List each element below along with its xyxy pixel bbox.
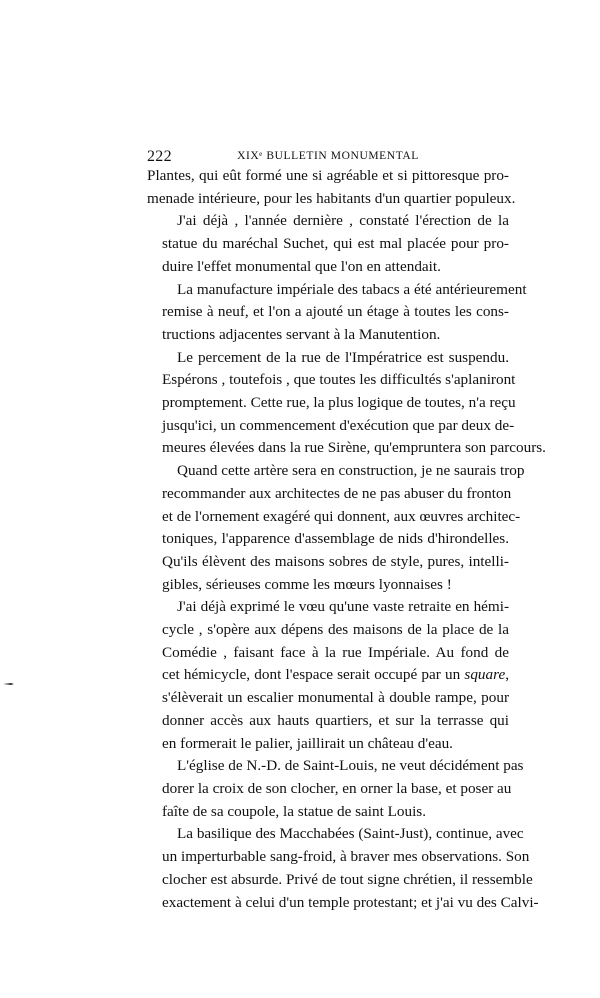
text-line: jusqu'ici, un commencement d'exécution que par deux de- [162,416,515,434]
running-title: XIXᵉ BULLETIN MONUMENTAL [237,150,419,162]
text-line: clocher est absurde. Privé de tout signe chrétien, il ressemble [162,870,533,888]
paragraph [147,347,546,461]
paragraph [147,279,527,347]
text-line: dorer la croix de son clocher, en orner la base, et poser au [162,779,512,797]
text-line: en formerait le palier, jaillirait un château d'eau. [162,734,453,752]
text-line: Plantes, qui eût formé une si agréable et si pittoresque pro- [147,167,509,184]
text-line: Le percement de la rue de l'Impératrice est suspendu. [177,348,509,366]
text-line: faîte de sa coupole, la statue de saint Louis. [162,802,427,820]
text-line: tructions adjacentes servant à la Manutention. [162,325,441,343]
text-line: un imperturbable sang-froid, à braver mes observations. Son [162,848,530,866]
text-line: Comédie , faisant face à la rue Impériale. Au fond de [162,643,509,661]
text-line: exactement à celui d'un temple protestant; et j'ai vu des Calvi- [162,893,539,911]
paragraph [147,596,509,755]
text-line: recommander aux architectes de ne pas abuser du fronton [162,484,512,502]
paragraph [147,755,524,823]
text-line: J'ai déjà , l'année dernière , constaté l'érection de la [177,212,509,230]
text-line: cet hémicycle, dont l'espace serait occupé par un square, [162,666,509,684]
margin-mark-icon [3,682,14,686]
text-line: meures élevées dans la rue Sirène, qu'empruntera son parcours. [162,439,546,457]
text-line: L'église de N.-D. de Saint-Louis, ne veut décidément pas [177,757,524,775]
text-line: statue du maréchal Suchet, qui est mal placée pour pro- [162,235,509,253]
paragraph [147,210,509,278]
page-number: 222 [147,148,172,165]
text-line: cycle , s'opère aux dépens des maisons de la place de la [162,621,509,639]
text-line: promptement. Cette rue, la plus logique de toutes, n'a reçu [162,394,516,412]
text-line: Quand cette artère sera en construction, je ne saurais trop [177,462,525,480]
text-line: Qu'ils élèvent des maisons sobres de style, pures, intelli- [162,552,509,570]
text-line: Espérons , toutefois , que toutes les difficultés s'aplaniront [162,371,516,389]
text-line: menade intérieure, pour les habitants d'un quartier populeux. [147,189,516,207]
text-line: donner accès aux hauts quartiers, et sur la terrasse qui [162,711,509,729]
page-header [147,148,509,166]
text-line: La basilique des Macchabées (Saint-Just), continue, avec [177,825,524,843]
text-line: et de l'ornement exagéré qui donnent, aux œuvres architec- [162,507,521,525]
paragraph [147,460,525,596]
text-line: s'élèverait un escalier monumental à double rampe, pour [162,689,509,707]
text-line: remise à neuf, et l'on a ajouté un étage à toutes les cons- [162,303,509,321]
text-line: duire l'effet monumental que l'on en attendait. [162,257,441,275]
body-text [147,165,546,914]
text-line: gibles, sérieuses comme les mœurs lyonnaises ! [162,575,452,593]
text-line: La manufacture impériale des tabacs a été antérieurement [177,280,527,298]
text-line: toniques, l'apparence d'assemblage de nids d'hirondelles. [162,530,509,548]
paragraph [147,165,516,210]
paragraph [147,823,539,914]
text-line: J'ai déjà exprimé le vœu qu'une vaste retraite en hémi- [177,598,509,616]
